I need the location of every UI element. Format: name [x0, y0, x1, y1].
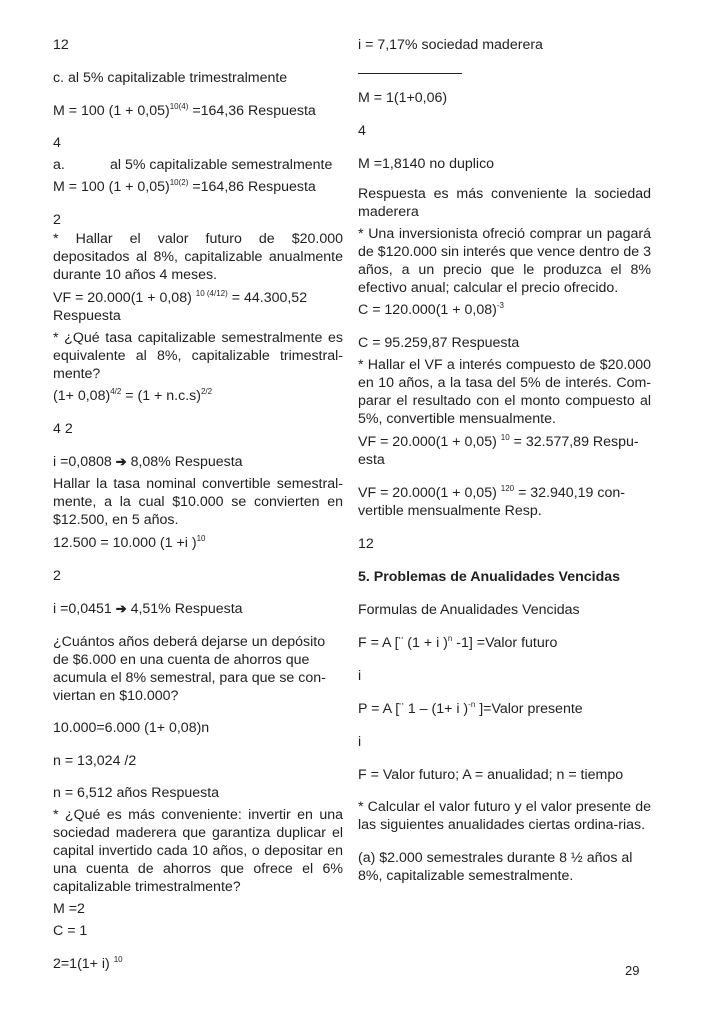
left-paragraph-4: ¿Cuántos años deberá dejarse un depósito de $6.000 en una cuenta de ahorros que acumula el 8% semestral, para que se con-viertan en $10.000? [53, 634, 326, 704]
right-formula-4: VF = 20.000(1 + 0,05) $^{120}$ = 32.940,19 con-vertible mensualmente Resp. [358, 484, 625, 519]
left-line-10: Respuesta [53, 308, 121, 324]
left-line-5: a. al 5% capitalizable semestralmente [53, 157, 333, 173]
left-line-2: c. al 5% capitalizable trimestralmente [53, 70, 288, 86]
left-line-21: n = 13,024 /2 [53, 753, 137, 769]
right-paragraph-4: * Calcular el valor futuro y el valor presente de las siguientes anualidades ciertas ordina-rias. [358, 799, 651, 833]
left-formula-6: 10.000=6.000 (1+ 0,08)n [53, 720, 210, 736]
right-formula-6: P = A [¨ 1 – (1+ i )$^{-n}$ ]=Valor presente [358, 700, 583, 717]
right-paragraph-3: * Hallar el VF a interés compuesto de $20.000 en 10 años, a la tasa del 5% de interés. Com-parar el resultado con el monto compuesto al 5%, convertible mensualmente. [358, 357, 651, 427]
left-line-13: 4 2 [53, 421, 73, 437]
left-formula-7: 2=1(1+ i) $^{10}$ [53, 955, 123, 972]
right-paragraph-5: (a) $2.000 semestrales durante 8 ½ años al 8%, capitalizable semestralmente. [358, 850, 633, 884]
left-paragraph-5: * ¿Qué es más conveniente: invertir en una sociedad maderera que garantiza duplicar el capital invertido cada 10 años, o depositar en una cuenta de ahorros que ofrece el 6% capitalizable trimestralmente? [53, 807, 343, 895]
right-column [358, 36, 651, 885]
left-line-7: 2 [53, 212, 61, 228]
right-line-3: 4 [358, 123, 366, 139]
left-line-17: 2 [53, 568, 61, 584]
left-formula-4: $(1+ 0,08)^{4/2} = (1 + n.c.s)^{2/2}$ [53, 387, 213, 404]
left-line-22: n = 6,512 años Respuesta [53, 785, 220, 801]
left-paragraph-2: * ¿Qué tasa capitalizable semestralmente es equivalente al 8%, capitalizable trimestral-mente? [53, 330, 343, 382]
right-formula-5: F = A [¨ (1 + i )$^n$ -1] =Valor futuro [358, 634, 558, 651]
right-line-18: i [358, 734, 362, 750]
left-line-1: 12 [53, 37, 69, 53]
left-paragraph-1: * Hallar el valor futuro de $20.000 depositados al 8%, capitalizable anualmente durante 10 años 4 meses. [53, 231, 343, 283]
right-formula-1: M = 1(1+0,06) [358, 90, 448, 106]
left-formula-2: M = 100 $(1 + 0,05)^{10(2)} =164,86$ Respuesta [53, 178, 316, 195]
right-line-12: 12 [358, 536, 374, 552]
left-formula-5: 12.500 = 10.000 (1 +i )$^{10}$ [53, 534, 206, 551]
right-line-14: Formulas de Anualidades Vencidas [358, 602, 580, 618]
right-formula-2: $C = 120.000(1 + 0,08)^{-3}$ [358, 301, 504, 318]
right-line-1: i = 7,17% sociedad maderera [358, 37, 543, 53]
arrow-right-icon: ➔ [115, 601, 127, 616]
right-paragraph-2: * Una inversionista ofreció comprar un pagará de $120.000 sin interés que vence dentro de 3 años, a un precio que le produzca el 8% efectivo anual; calcular el precio ofrecido. [358, 226, 651, 296]
left-result-1: i =0,0808 ➔ 8,08% Respuesta [53, 454, 243, 470]
left-line-24: M =2 [53, 901, 85, 917]
left-formula-1: M = 100 $(1 + 0,05)^{10(4)} =164,36$ Respuesta [53, 102, 316, 119]
right-line-19: F = Valor futuro; A = anualidad; n = tiempo [358, 767, 624, 783]
left-paragraph-3: Hallar la tasa nominal convertible semestral-mente, a la cual $10.000 se convierten en $12.500, en 5 años. [53, 476, 343, 528]
section-heading: 5. Problemas de Anualidades Vencidas [358, 569, 621, 585]
right-line-8: C = 95.259,87 Respuesta [358, 335, 520, 351]
right-line-4: M =1,8140 no duplico [358, 156, 495, 172]
left-formula-3: VF = 20.000(1 + 0,08) $^{10 (4/12)}$ = 44.300,52 [53, 289, 308, 306]
arrow-right-icon: ➔ [115, 454, 127, 469]
page-number: 29 [625, 963, 640, 978]
right-line-16: i [358, 668, 362, 684]
right-paragraph-1: Respuesta es más conveniente la sociedad maderera [358, 186, 651, 220]
left-result-2: i =0,0451 ➔ 4,51% Respuesta [53, 601, 243, 617]
left-column [53, 36, 343, 973]
left-line-4: 4 [53, 135, 61, 151]
division-rule [358, 64, 462, 74]
right-formula-3: VF = 20.000(1 + 0,05) $^{10}$ = 32.577,89 Respu-esta [358, 433, 639, 468]
left-line-25: C = 1 [53, 923, 88, 939]
